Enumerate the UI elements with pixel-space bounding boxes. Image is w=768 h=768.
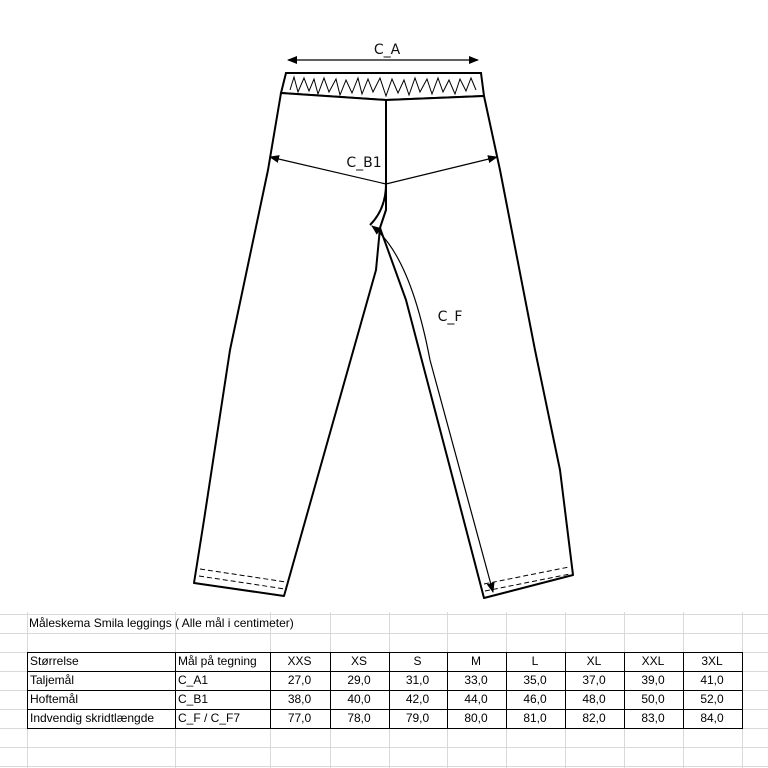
table-cell: 39,0 bbox=[641, 673, 665, 687]
table-cell: 37,0 bbox=[582, 673, 606, 687]
table-cell: Taljemål bbox=[30, 673, 75, 687]
table-cell: 38,0 bbox=[287, 692, 312, 706]
table-cell: 42,0 bbox=[405, 692, 430, 706]
table-cell: 29,0 bbox=[347, 673, 371, 687]
header-cell: XL bbox=[586, 654, 602, 668]
waist-width-label: C_A bbox=[373, 42, 401, 58]
table-cell: 33,0 bbox=[464, 673, 488, 687]
table-cell: C_B1 bbox=[178, 692, 209, 706]
table-cell: 35,0 bbox=[523, 673, 547, 687]
sheet-title: Måleskema Smila leggings ( Alle mål i centimeter) bbox=[29, 616, 294, 630]
table-cell: 52,0 bbox=[700, 692, 724, 706]
header-cell: L bbox=[531, 654, 539, 668]
table-cell: 79,0 bbox=[405, 711, 430, 725]
table-cell: 46,0 bbox=[523, 692, 547, 706]
table-cell: 81,0 bbox=[523, 711, 547, 725]
hip-width-label: C_B1 bbox=[346, 155, 382, 171]
table-cell: 27,0 bbox=[287, 673, 312, 687]
header-cell: XXL bbox=[641, 654, 665, 668]
table-cell: 40,0 bbox=[347, 692, 371, 706]
table-cell: 83,0 bbox=[641, 711, 665, 725]
size-chart-sheet bbox=[0, 612, 768, 768]
table-cell: 77,0 bbox=[287, 711, 312, 725]
legs-outline bbox=[194, 93, 573, 598]
table-cell: 80,0 bbox=[464, 711, 488, 725]
header-cell: Mål på tegning bbox=[178, 654, 257, 668]
table-cell: C_F / C_F7 bbox=[178, 711, 241, 725]
header-cell: S bbox=[413, 654, 422, 668]
table-cell: 31,0 bbox=[405, 673, 430, 687]
table-cell: C_A1 bbox=[178, 673, 209, 687]
table-cell: 41,0 bbox=[700, 673, 724, 687]
table-cell: 48,0 bbox=[582, 692, 606, 706]
header-cell: XXS bbox=[287, 654, 312, 668]
inseam-label: C_F bbox=[437, 309, 463, 325]
table-cell: Indvendig skridtlængde bbox=[30, 711, 155, 725]
table-cell: 78,0 bbox=[347, 711, 371, 725]
header-cell: XS bbox=[350, 654, 367, 668]
header-cell: Størrelse bbox=[30, 654, 79, 668]
table-cell: 84,0 bbox=[700, 711, 724, 725]
table-cell: 82,0 bbox=[582, 711, 606, 725]
table-cell: 44,0 bbox=[464, 692, 488, 706]
table-cell: 50,0 bbox=[641, 692, 665, 706]
table-cell: Hoftemål bbox=[30, 692, 79, 706]
header-cell: 3XL bbox=[701, 654, 723, 668]
header-cell: M bbox=[471, 654, 481, 668]
